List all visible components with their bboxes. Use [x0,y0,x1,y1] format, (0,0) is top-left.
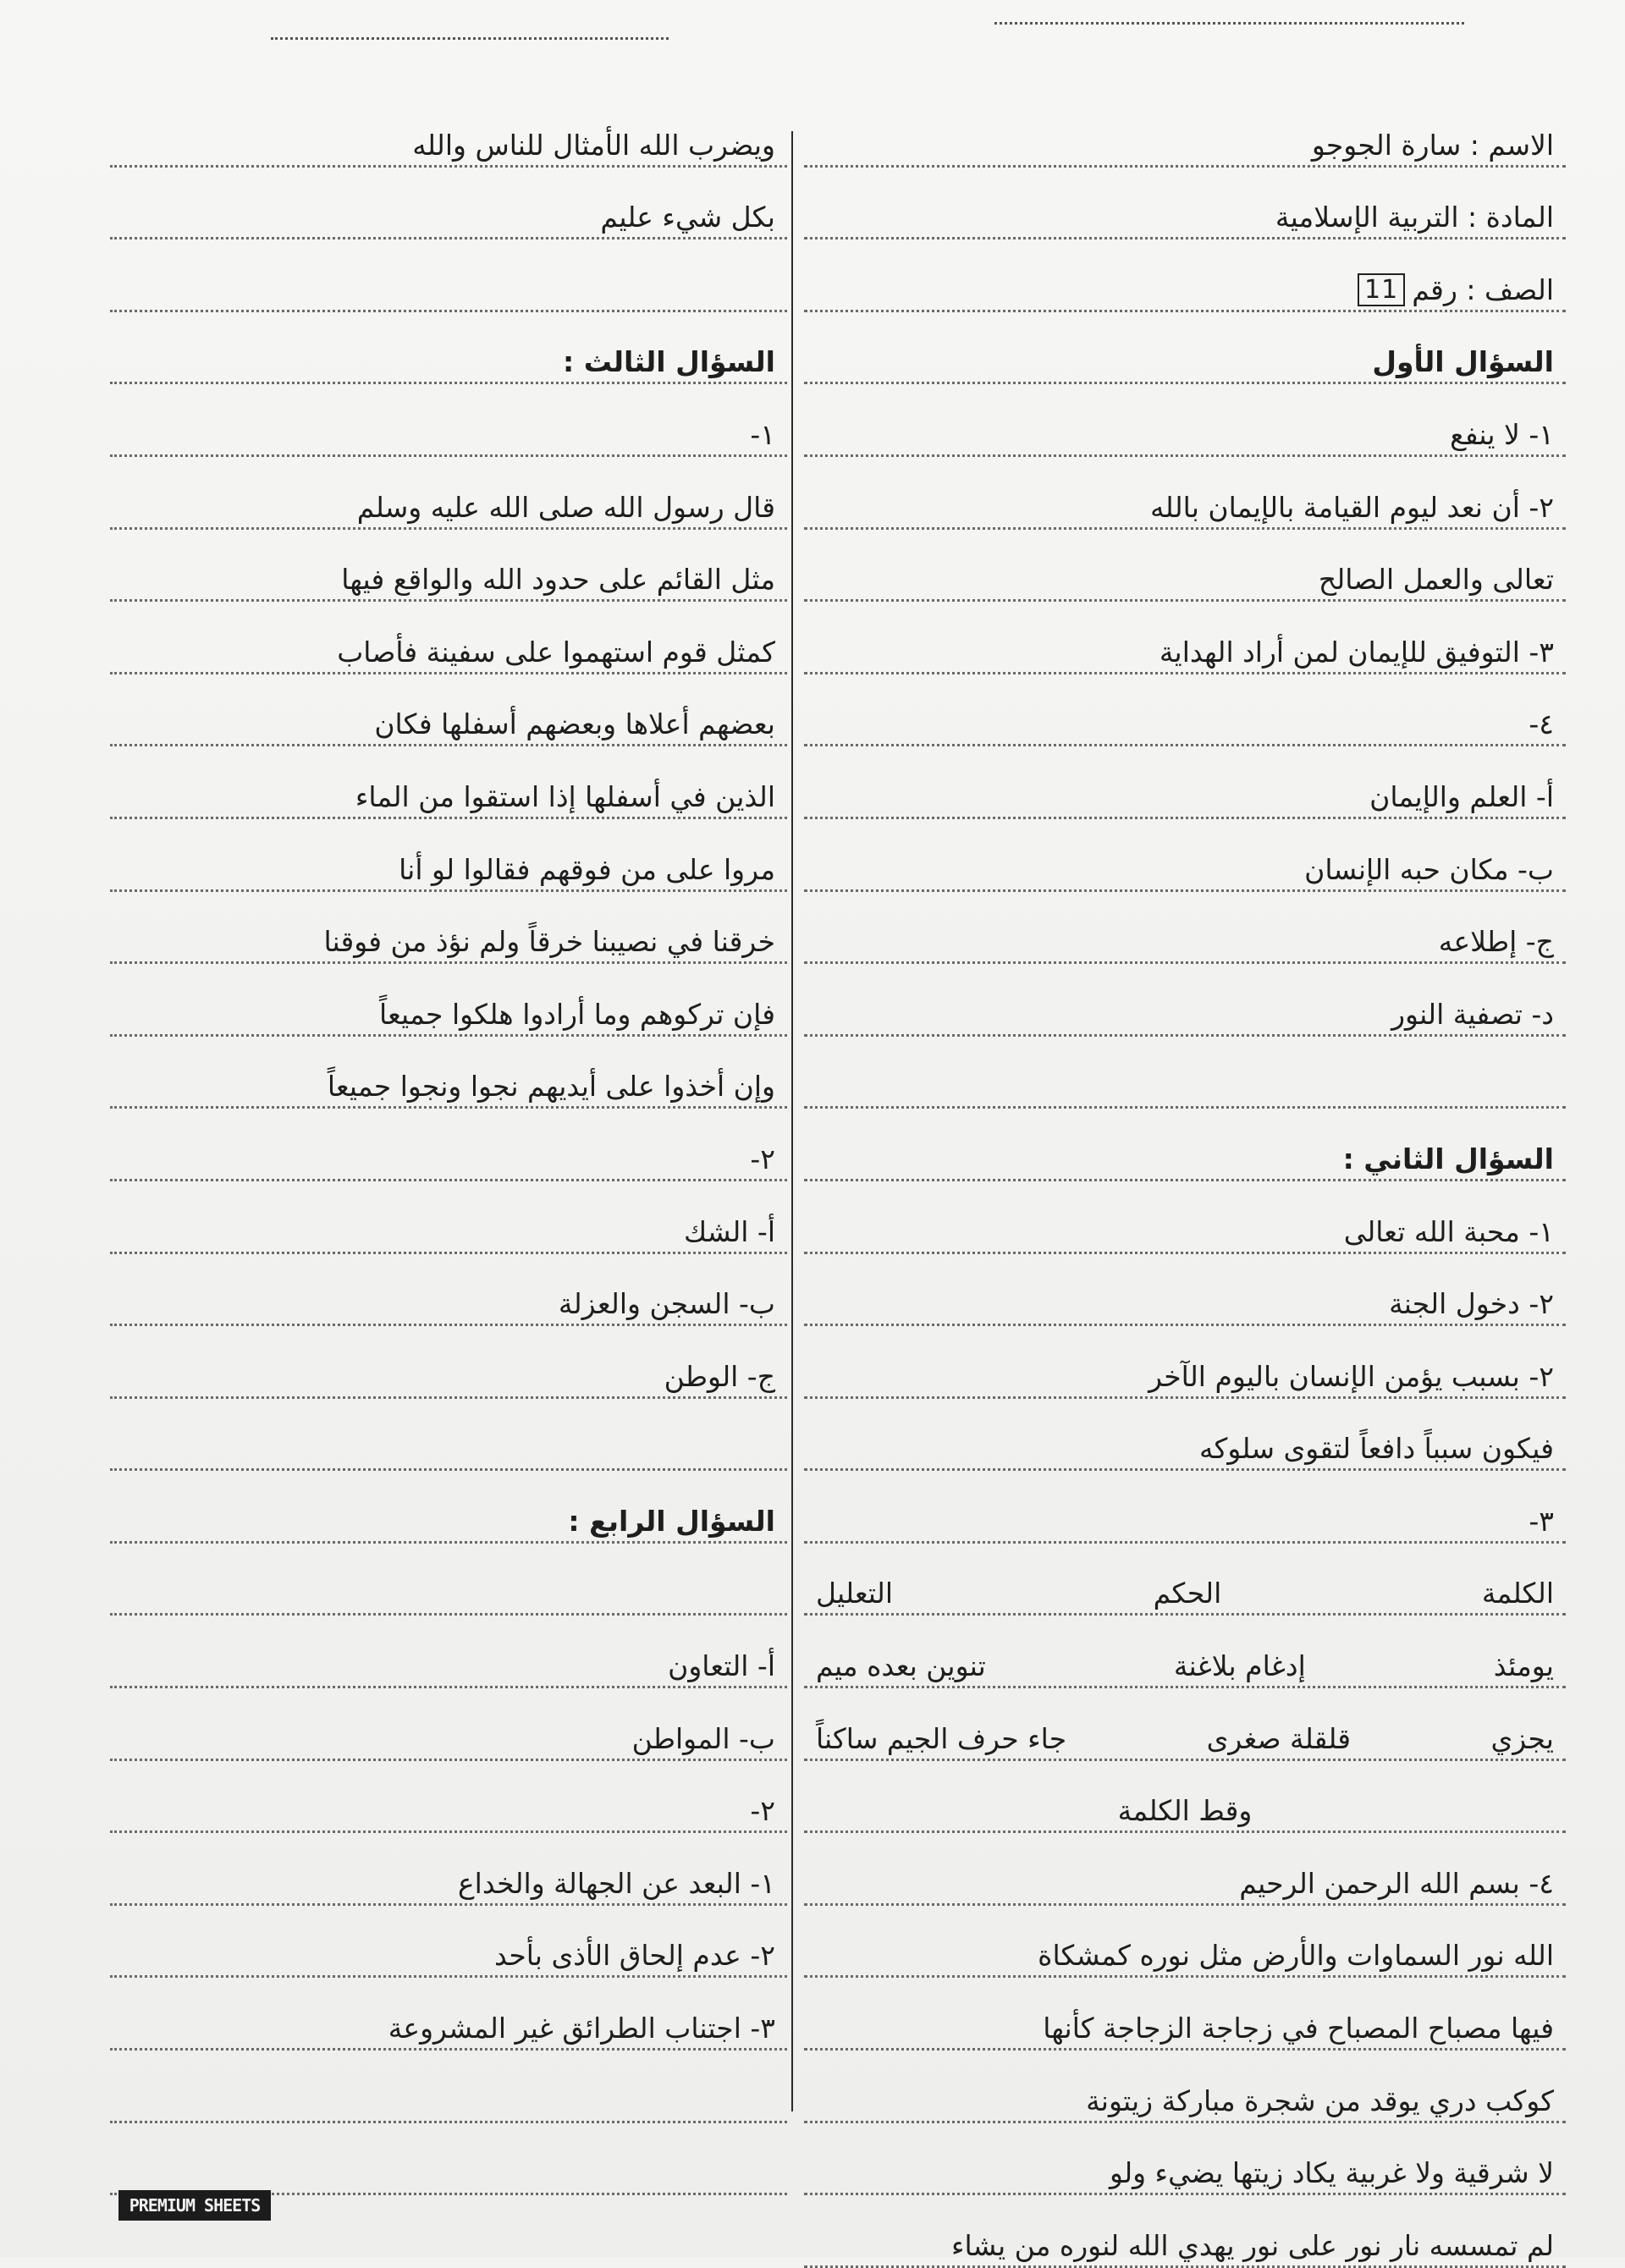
answer-text: د- تصفية النور [1391,997,1554,1031]
left-column [110,95,787,2195]
answer-text: ب- السجن والعزلة [558,1287,775,1321]
right-column-line [804,1616,1566,1688]
table-cell: التعليل [816,1577,893,1610]
right-column-line [804,384,1566,457]
answer-text: الله نور السماوات والأرض مثل نوره كمشكاة [1038,1939,1554,1973]
answer-text: ٢- بسبب يؤمن الإنسان باليوم الآخر [1149,1359,1554,1393]
answer-text: ٢- عدم إلحاق الأذى بأحد [494,1939,775,1973]
answer-text: ٣- [1529,1504,1554,1538]
answer-text: ١- البعد عن الجهالة والخداع [457,1866,775,1900]
left-column-line [110,602,787,674]
answer-text: أ- الشك [683,1214,775,1248]
table-cell: قلقلة صغرى [1206,1721,1352,1755]
right-column-line [804,1978,1566,2051]
left-column-line [110,239,787,312]
answer-text: تعالى والعمل الصالح [1318,563,1554,597]
left-column-line [110,1544,787,1616]
left-column-line [110,1037,787,1109]
answer-text: ١- لا ينفع [1450,417,1554,451]
left-column-line [110,1471,787,1544]
answer-text: لم تمسسه نار نور على نور يهدي الله لنوره من يشاء [950,2228,1554,2262]
brand-logo: PREMIUM SHEETS [118,2190,271,2221]
answer-text: ٢- أن نعد ليوم القيامة بالإيمان بالله [1149,490,1554,524]
answer-text: ب- المواطن [631,1721,775,1755]
answer-text: مثل القائم على حدود الله والواقع فيها [341,563,775,597]
answer-text: ٢- [750,1794,775,1828]
column-divider [791,131,793,2111]
answer-text: الاسم : سارة الجوجو [1311,128,1554,162]
right-column-line [804,1254,1566,1327]
table-cell: جاء حرف الجيم ساكناً [816,1721,1067,1755]
answer-text: ويضرب الله الأمثال للناس والله [412,128,775,162]
question-heading: السؤال الرابع : [568,1504,775,1538]
question-heading: السؤال الثاني : [1342,1142,1554,1175]
right-column-line [804,602,1566,674]
left-column-line [110,1181,787,1254]
table-row [816,1794,1554,1827]
left-column-line [110,892,787,965]
answer-text: ٣- اجتناب الطرائق غير المشروعة [388,2012,775,2045]
left-column-line [110,168,787,240]
answer-text: بعضهم أعلاها وبعضهم أسفلها فكان [374,707,775,741]
right-column-line [804,1906,1566,1979]
right-column-line [804,746,1566,819]
answer-text: كمثل قوم استهموا على سفينة فأصاب [337,635,775,669]
table-cell: وقط الكلمة [1117,1794,1253,1828]
answer-text: أ- العلم والإيمان [1369,779,1554,813]
left-column-line [110,457,787,530]
right-column-line [804,530,1566,603]
left-column-line [110,1326,787,1399]
right-column-line [804,168,1566,240]
answer-text: فيكون سبباً دافعاً لتقوى سلوكه [1198,1432,1554,1466]
answer-text: قال رسول الله صلى الله عليه وسلم [356,490,775,524]
left-column-line [110,674,787,747]
left-column-line [110,384,787,457]
left-column-line [110,1833,787,1906]
right-column-line [804,2051,1566,2123]
left-column-line [110,1109,787,1181]
left-column-line [110,964,787,1037]
right-column-line [804,1109,1566,1181]
left-column-line [110,1399,787,1472]
answer-text: ١- [750,417,775,451]
answer-text: خرقنا في نصيبنا خرقاً ولم نؤذ من فوقنا [323,925,775,959]
answer-text: الصف : رقم [1412,272,1554,306]
answer-text: المادة : التربية الإسلامية [1275,201,1554,234]
table-cell: الكلمة [1481,1577,1554,1610]
answer-text: كوكب دري يوقد من شجرة مباركة زيتونة [1086,2084,1554,2117]
table-row [816,1577,1554,1610]
right-column-line [804,312,1566,385]
left-column-line [110,1616,787,1688]
left-column-line [110,2051,787,2123]
left-column-line [110,95,787,168]
question-heading: السؤال الأول [1372,345,1554,379]
table-row [816,1722,1554,1755]
left-column-line [110,1906,787,1979]
left-column-line [110,819,787,892]
left-column-line [110,746,787,819]
right-column-line [804,457,1566,530]
right-column-line [804,1471,1566,1544]
answer-text: ٤- بسم الله الرحمن الرحيم [1239,1866,1554,1900]
answer-text: وإن أخذوا على أيديهم نجوا ونجوا جميعاً [327,1070,775,1104]
table-cell: تنوين بعده ميم [816,1649,986,1683]
right-column-line [804,239,1566,312]
left-column-line [110,2123,787,2196]
right-column-line [804,2195,1566,2268]
answer-text: ب- مكان حبه الإنسان [1304,852,1554,886]
left-column-line [110,1761,787,1834]
left-column-line [110,530,787,603]
question-heading: السؤال الثالث : [563,345,775,379]
left-column-line [110,312,787,385]
answer-text: الذين في أسفلها إذا استقوا من الماء [355,779,775,813]
table-row [816,1649,1554,1682]
answer-text: فإن تركوهم وما أرادوا هلكوا جميعاً [379,997,775,1031]
left-column-line [110,1688,787,1761]
grade-box: 11 [1358,273,1405,306]
answer-text: ٢- دخول الجنة [1389,1287,1554,1321]
left-column-line [110,1978,787,2051]
right-column-line [804,964,1566,1037]
right-column-line [804,95,1566,168]
top-dotted-line-left [271,37,669,40]
answer-text: لا شرقية ولا غربية يكاد زيتها يضيء ولو [1110,2156,1554,2190]
right-column-line [804,1326,1566,1399]
left-column-line [110,1254,787,1327]
right-column-line [804,1181,1566,1254]
answer-text: ١- محبة الله تعالى [1343,1214,1554,1248]
right-column-line [804,1544,1566,1616]
table-cell: الحكم [1153,1577,1222,1610]
right-column-line [804,1688,1566,1761]
right-column-line [804,1761,1566,1834]
answer-text: بكل شيء عليم [600,201,775,234]
answer-text: ٢- [750,1142,775,1175]
answer-text: أ- التعاون [668,1649,775,1683]
table-cell: يومئذ [1493,1649,1554,1683]
table-cell: إدغام بلاغنة [1173,1649,1306,1683]
right-column [804,95,1566,2268]
right-column-line [804,1833,1566,1906]
right-column-line [804,674,1566,747]
right-column-line [804,819,1566,892]
right-column-line [804,1037,1566,1109]
answer-text: ٣- التوفيق للإيمان لمن أراد الهداية [1159,635,1554,669]
answer-text: ج- الوطن [664,1359,775,1393]
right-column-line [804,892,1566,965]
right-column-line [804,1399,1566,1472]
answer-text: ج- إطلاعه [1438,925,1554,959]
table-cell: يجزي [1490,1721,1554,1755]
top-dotted-line-right [994,22,1464,25]
right-column-line [804,2123,1566,2196]
answer-text: ٤- [1529,707,1554,741]
answer-text: فيها مصباح المصباح في زجاجة الزجاجة كأنها [1043,2012,1554,2045]
answer-text: مروا على من فوقهم فقالوا لو أنا [399,852,775,886]
